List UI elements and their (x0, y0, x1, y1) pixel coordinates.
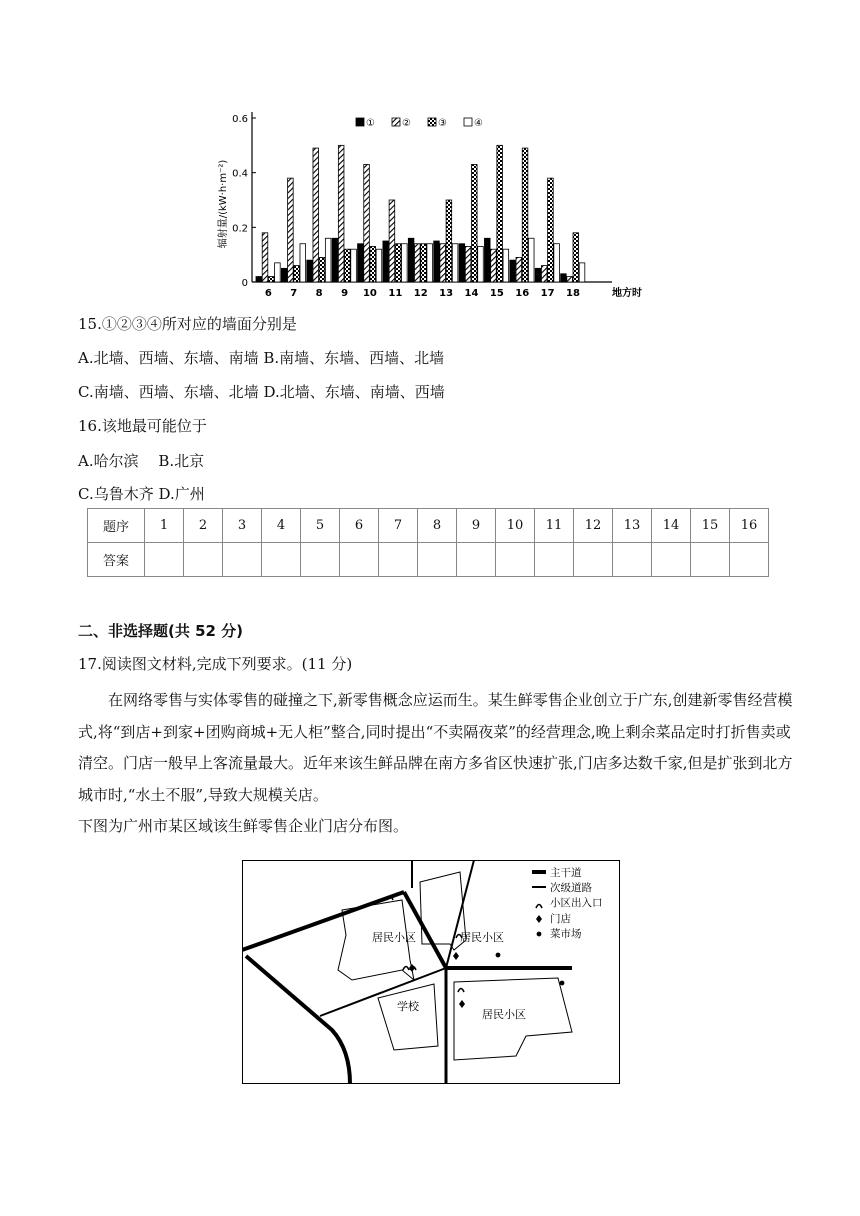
bar-series-1 (358, 244, 364, 282)
answer-cell[interactable] (184, 543, 223, 577)
market-icon (496, 953, 501, 958)
legend-secondary-road-symbol (532, 886, 546, 888)
bar-series-2 (415, 244, 421, 282)
legend-market-icon (537, 932, 542, 937)
bar-series-3 (370, 246, 376, 282)
bar-series-4 (351, 249, 357, 282)
bar-series-1 (383, 241, 389, 282)
answer-cell[interactable] (418, 543, 457, 577)
answer-table-number: 5 (301, 509, 340, 543)
bar-series-3 (573, 233, 579, 282)
chart-svg (212, 104, 672, 300)
bar-series-2 (262, 233, 268, 282)
bar-series-1 (535, 268, 541, 282)
question-17-stem: 17.阅读图文材料,完成下列要求。(11 分) (78, 655, 353, 673)
bar-series-2 (313, 148, 319, 282)
answer-table-number: 14 (652, 509, 691, 543)
bar-series-3 (421, 244, 427, 282)
answer-cell[interactable] (652, 543, 691, 577)
bar-series-1 (434, 241, 440, 282)
answer-table-number: 10 (496, 509, 535, 543)
answer-table-number: 8 (418, 509, 457, 543)
x-tick-label: 17 (540, 288, 555, 299)
bar-series-1 (408, 238, 414, 282)
question-15-options-cd: C.南墙、西墙、东墙、北墙 D.北墙、东墙、南墙、西墙 (78, 383, 445, 401)
bar-series-2 (440, 244, 446, 282)
bar-series-4 (275, 263, 281, 282)
y-axis-label: 辐射量/(kW·h·m⁻²) (218, 159, 229, 249)
map-svg (242, 860, 620, 1084)
y-tick-label: 0.4 (232, 168, 248, 180)
legend-swatch-2 (392, 118, 400, 126)
bar-series-3 (268, 277, 274, 282)
answer-table-number: 16 (730, 509, 769, 543)
store-distribution-map (242, 860, 620, 1084)
answer-table (87, 508, 769, 577)
market-icon (560, 981, 565, 986)
question-15-stem: 15.①②③④所对应的墙面分别是 (78, 315, 297, 333)
x-tick-label: 15 (489, 288, 504, 299)
bar-series-3 (548, 178, 554, 282)
y-tick-label: 0.2 (232, 223, 248, 235)
y-tick-label: 0 (241, 278, 248, 289)
legend-swatch-3 (428, 118, 436, 126)
section-title: 二、非选择题(共 52 分) (78, 622, 244, 640)
x-tick-label: 11 (388, 288, 403, 299)
bar-series-2 (389, 200, 395, 282)
answer-cell[interactable] (145, 543, 184, 577)
legend-swatch-4 (464, 118, 472, 126)
bar-series-4 (402, 244, 408, 282)
question-15-options-ab: A.北墙、西墙、东墙、南墙 B.南墙、东墙、西墙、北墙 (78, 349, 445, 367)
label-school: 学校 (397, 1000, 419, 1013)
bar-series-1 (256, 277, 262, 282)
x-tick-label: 8 (315, 288, 323, 299)
answer-table-number: 2 (184, 509, 223, 543)
answer-table-number: 6 (340, 509, 379, 543)
material-paragraph: 在网络零售与实体零售的碰撞之下,新零售概念应运而生。某生鲜零售企业创立于广东,创建新零售经营模式,将“到店+到家+团购商城+无人柜”整合,同时提出“不卖隔夜菜”的经营理念,晚上剩余菜品定时打折售卖或清空。门店一般早上客流量最大。近年来该生鲜品牌在南方多省区快速扩张,门店多达数千家,但是扩张到北方城市时,“水土不服”,导致大规模关店。 (78, 691, 793, 804)
bar-series-1 (307, 260, 313, 282)
bar-series-2 (567, 277, 573, 282)
legend-label-3: ③ (438, 118, 447, 129)
answer-cell[interactable] (379, 543, 418, 577)
answer-table-number: 9 (457, 509, 496, 543)
bar-series-2 (288, 178, 294, 282)
answer-table-answer-row (88, 543, 769, 577)
answer-table-number: 12 (574, 509, 613, 543)
answer-table-number: 3 (223, 509, 262, 543)
bar-series-1 (281, 268, 287, 282)
legend-main-road: 主干道 (550, 867, 582, 879)
legend-secondary-road: 次级道路 (550, 882, 592, 894)
answer-cell[interactable] (535, 543, 574, 577)
legend-label-1: ① (366, 118, 375, 129)
bar-series-1 (510, 260, 516, 282)
bar-series-1 (332, 238, 338, 282)
legend-market: 菜市场 (550, 928, 582, 940)
legend-label-2: ② (402, 118, 411, 129)
bar-series-4 (554, 244, 560, 282)
answer-cell[interactable] (574, 543, 613, 577)
question-17-material (78, 685, 798, 843)
question-16-options-cd: C.乌鲁木齐 D.广州 (78, 485, 205, 503)
bar-series-3 (471, 164, 477, 282)
answer-table-row2-label: 答案 (88, 543, 145, 577)
bar-series-3 (294, 266, 300, 282)
answer-table-number: 4 (262, 509, 301, 543)
question-16-stem: 16.该地最可能位于 (78, 417, 207, 435)
bar-series-4 (579, 263, 585, 282)
bar-series-1 (561, 274, 567, 282)
bar-series-3 (395, 244, 401, 282)
question-16-options-ab: A.哈尔滨 B.北京 (78, 452, 205, 470)
legend-swatch-1 (356, 118, 364, 126)
answer-table-number: 15 (691, 509, 730, 543)
bar-series-4 (427, 244, 433, 282)
bar-series-4 (452, 244, 458, 282)
legend-store: 门店 (550, 913, 571, 925)
bar-series-2 (465, 246, 471, 282)
bar-series-2 (491, 249, 497, 282)
bar-series-2 (541, 266, 547, 282)
bar-series-4 (376, 249, 382, 282)
bar-series-3 (446, 200, 452, 282)
answer-cell[interactable] (262, 543, 301, 577)
answer-cell[interactable] (730, 543, 769, 577)
x-tick-label: 10 (362, 288, 377, 299)
radiation-bar-chart (212, 104, 672, 300)
bar-series-3 (319, 257, 325, 282)
bar-series-2 (338, 145, 344, 282)
bar-series-4 (300, 244, 306, 282)
legend-label-4: ④ (474, 118, 483, 129)
label-residential-1: 居民小区 (372, 931, 416, 944)
bar-series-4 (503, 249, 509, 282)
x-tick-label: 13 (439, 288, 454, 299)
bar-series-4 (528, 238, 534, 282)
answer-cell[interactable] (340, 543, 379, 577)
x-tick-label: 9 (341, 288, 349, 299)
answer-cell[interactable] (301, 543, 340, 577)
bar-series-4 (325, 238, 331, 282)
answer-table-number: 7 (379, 509, 418, 543)
map-caption: 下图为广州市某区域该生鲜零售企业门店分布图。 (78, 817, 409, 835)
label-residential-3: 居民小区 (482, 1008, 526, 1021)
x-tick-label: 7 (290, 288, 298, 299)
bar-series-3 (497, 145, 503, 282)
x-tick-label: 16 (515, 288, 530, 299)
bar-series-2 (364, 164, 370, 282)
answer-table-number: 11 (535, 509, 574, 543)
bar-series-3 (345, 249, 351, 282)
bar-series-4 (478, 246, 484, 282)
answer-cell[interactable] (223, 543, 262, 577)
answer-table-number: 13 (613, 509, 652, 543)
answer-cell[interactable] (613, 543, 652, 577)
answer-cell[interactable] (496, 543, 535, 577)
x-tick-label: 6 (264, 288, 272, 299)
x-tick-label: 12 (413, 288, 428, 299)
x-axis-label: 地方时 (612, 288, 642, 299)
y-tick-label: 0.6 (232, 114, 248, 125)
answer-table-number: 1 (145, 509, 184, 543)
label-residential-2: 居民小区 (460, 931, 504, 944)
answer-cell[interactable] (691, 543, 730, 577)
bar-series-2 (516, 257, 522, 282)
answer-table-row1-label: 题序 (88, 509, 145, 543)
answer-cell[interactable] (457, 543, 496, 577)
x-tick-label: 18 (566, 288, 580, 299)
legend-main-road-symbol (532, 870, 546, 874)
answer-table-number-row (88, 509, 769, 543)
x-tick-label: 14 (464, 288, 479, 299)
bar-series-3 (522, 148, 528, 282)
bar-series-1 (459, 244, 465, 282)
legend-entrance: 小区出入口 (550, 897, 603, 909)
bar-series-1 (484, 238, 490, 282)
